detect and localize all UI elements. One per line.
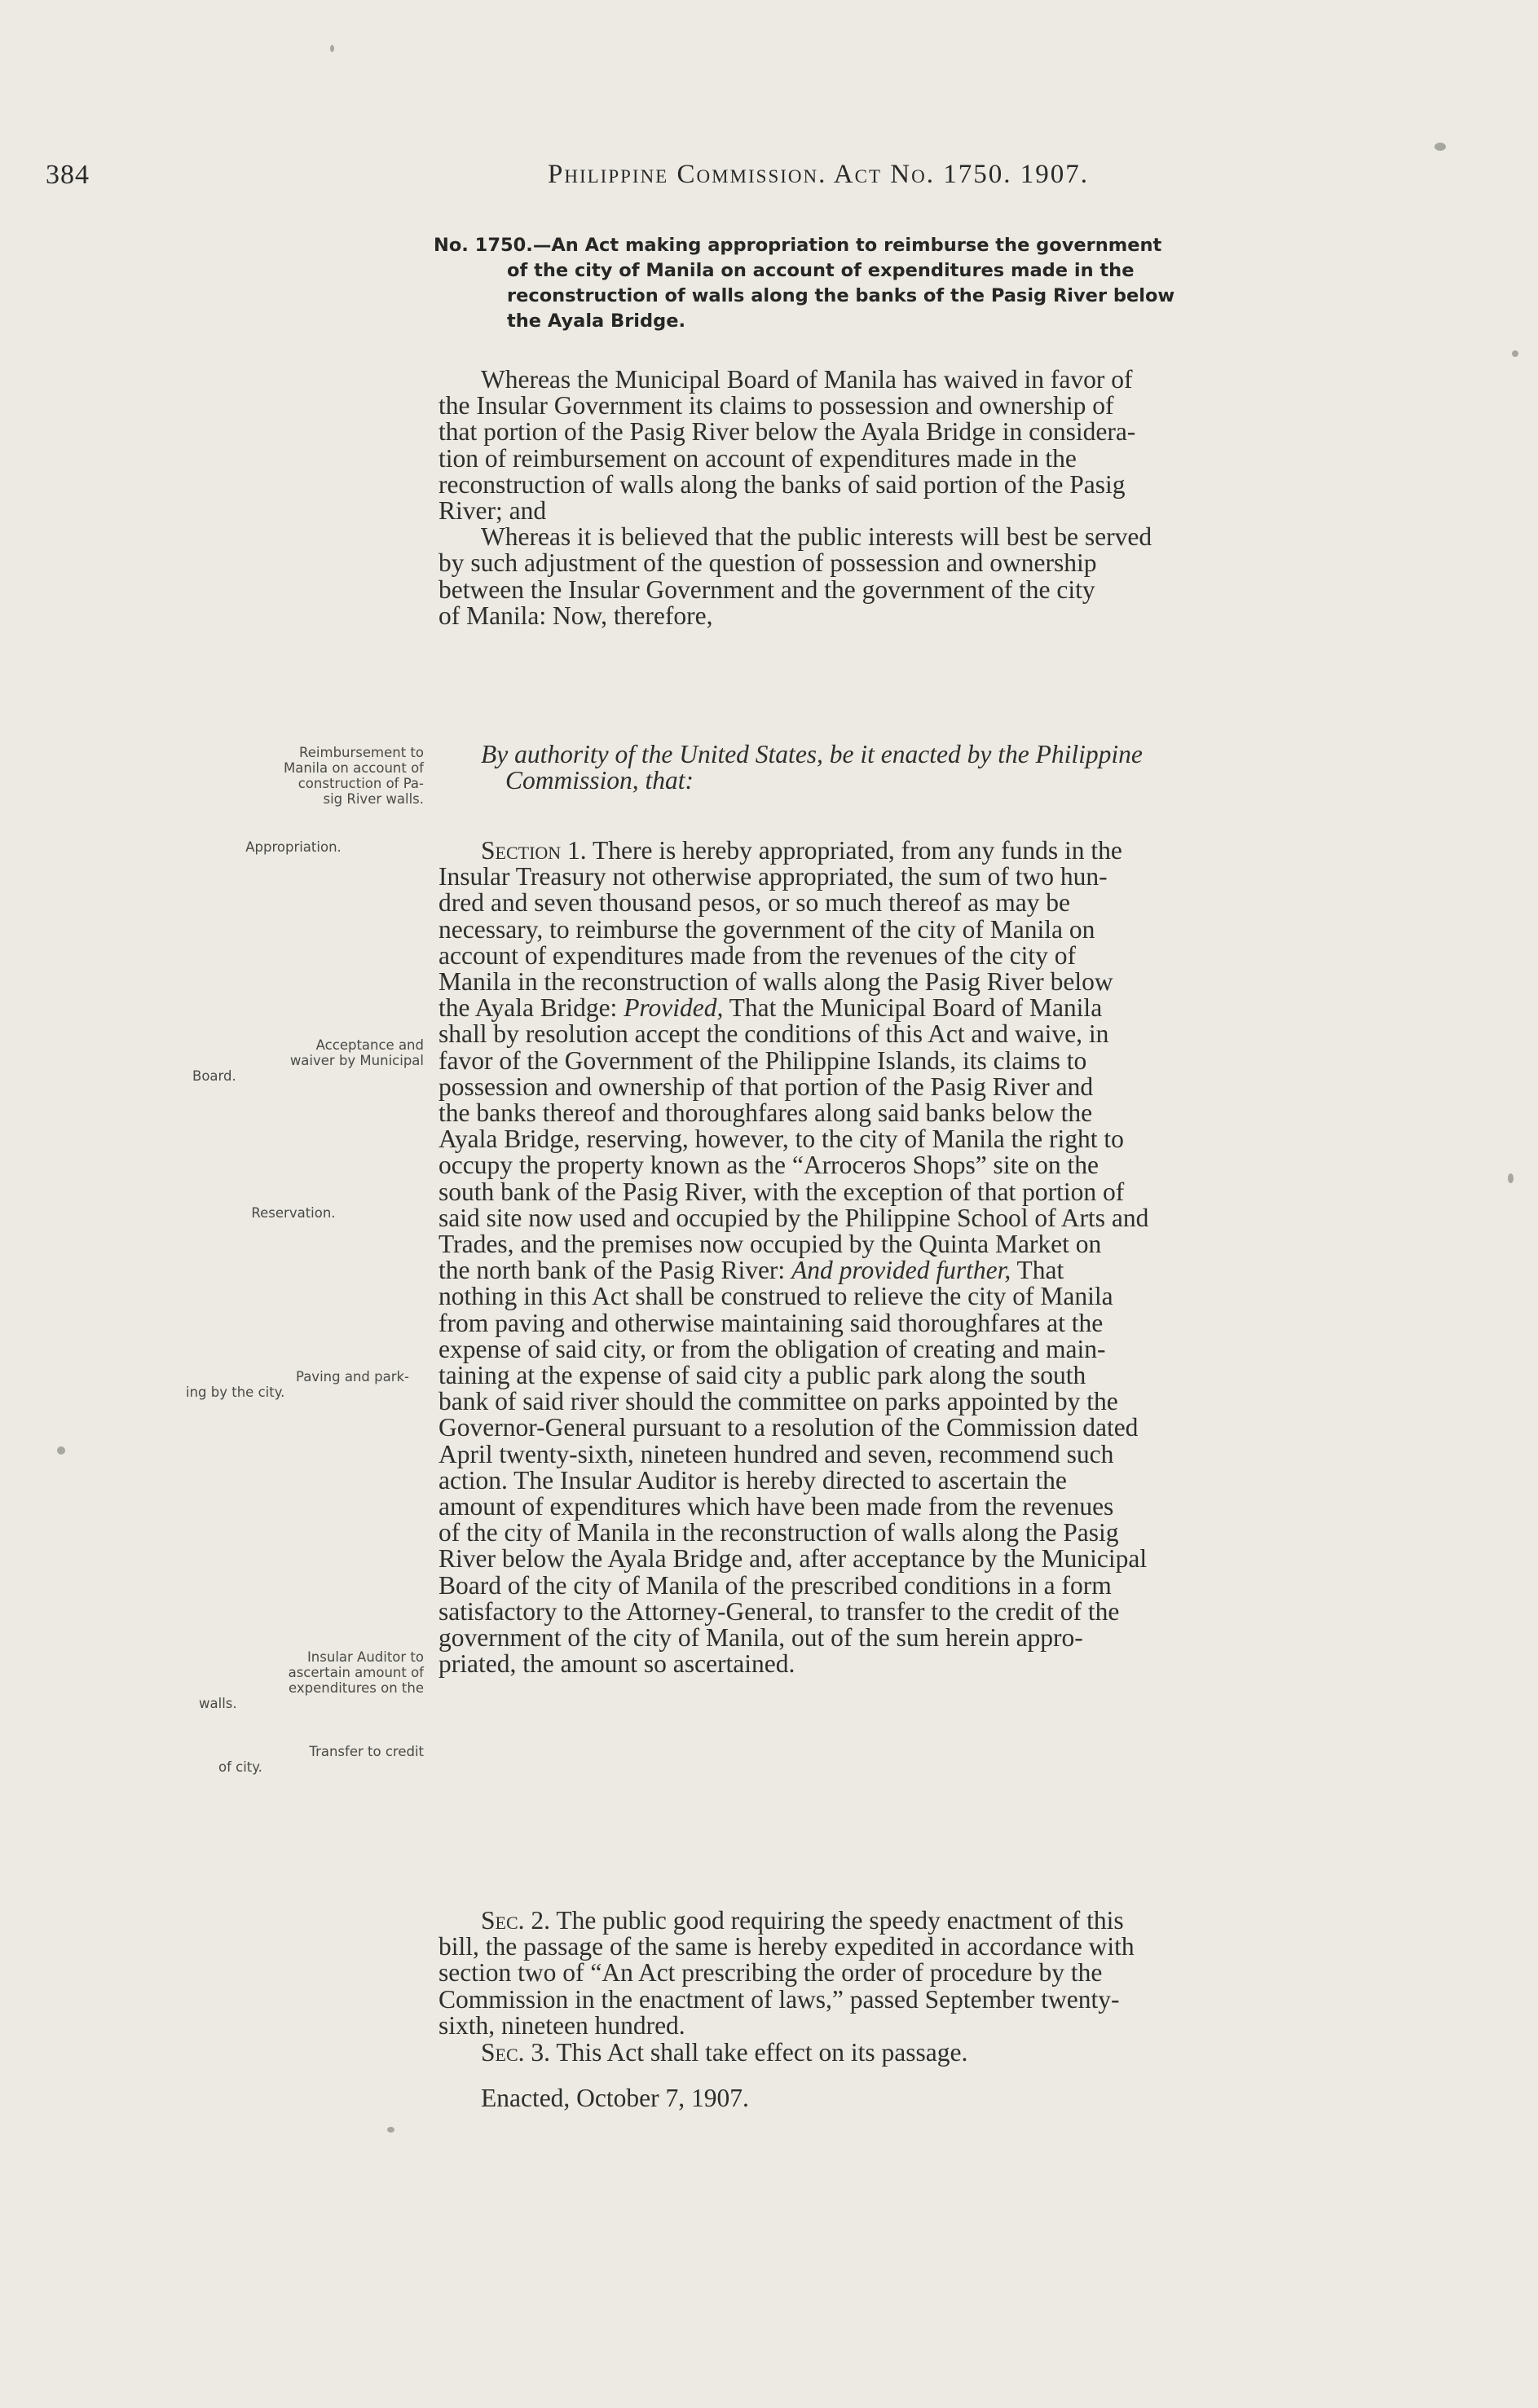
section-1-line	[438, 1257, 1392, 1283]
section-label: Sec.	[481, 1906, 525, 1935]
section-1-line: Board of the city of Manila of the prescribed conditions in a form	[438, 1570, 1112, 1600]
margin-note-line: Reimbursement to	[299, 745, 424, 760]
section-1-line: action. The Insular Auditor is hereby directed to ascertain the	[438, 1465, 1067, 1495]
margin-note-line: sig River walls.	[323, 791, 424, 807]
act-title-line: No. 1750.—An Act making appropriation to reimburse the government	[434, 235, 1162, 256]
enacting-line: By authority of the United States, be it enacted by the Philippine	[481, 740, 1143, 768]
section-1-line: expense of said city, or from the obligation of creating and main-	[438, 1334, 1106, 1363]
paper-speck	[387, 2127, 394, 2133]
section-label: Section	[481, 836, 562, 865]
margin-note-line: Board.	[192, 1068, 236, 1084]
margin-note-acceptance	[178, 1037, 424, 1084]
preamble-line: that portion of the Pasig River below the Ayala Bridge in considera-	[438, 417, 1136, 447]
margin-note-reimbursement	[178, 745, 424, 807]
section-2-line: Commission in the enactment of laws,” passed September twenty-	[438, 1984, 1120, 2014]
paper-speck	[1434, 143, 1446, 151]
margin-note-line: waiver by Municipal	[289, 1053, 424, 1068]
running-head-text: Philippine Commission. Act No. 1750. 1907.	[548, 160, 1089, 189]
section-1-line: the banks thereof and thoroughfares along said banks below the	[438, 1098, 1093, 1128]
section-1-line: shall by resolution accept the conditions of this Act and waive, in	[438, 1019, 1109, 1049]
margin-note-line: Reservation.	[251, 1205, 336, 1221]
section-1-line: amount of expenditures which have been made from the revenues	[438, 1492, 1114, 1521]
margin-note-reservation	[204, 1205, 383, 1221]
section-2-text: 2. The public good requiring the speedy enactment of this	[531, 1906, 1124, 1935]
margin-note-insular-auditor	[178, 1649, 424, 1711]
margin-note-line: Transfer to credit	[309, 1744, 424, 1759]
preamble-line: Whereas it is believed that the public interests will best be served	[481, 522, 1152, 552]
section-1-line: dred and seven thousand pesos, or so much thereof as may be	[438, 888, 1071, 918]
section-1-text: That	[1011, 1256, 1064, 1285]
margin-note-line: of city.	[218, 1759, 262, 1775]
section-1-line: bank of said river should the committee on parks appointed by the	[438, 1387, 1118, 1416]
section-1-line: satisfactory to the Attorney-General, to transfer to the credit of the	[438, 1596, 1120, 1626]
preamble-line: by such adjustment of the question of possession and ownership	[438, 548, 1097, 578]
section-1-line: Insular Treasury not otherwise appropriated, the sum of two hun-	[438, 862, 1108, 891]
section-1-line: Ayala Bridge, reserving, however, to the city of Manila the right to	[438, 1125, 1124, 1154]
margin-note-line: walls.	[199, 1696, 237, 1711]
margin-note-line: construction of Pa-	[297, 776, 424, 791]
preamble-line: tion of reimbursement on account of expenditures made in the	[438, 443, 1077, 473]
page-number: 384	[46, 160, 90, 190]
preamble-line: of Manila: Now, therefore,	[438, 601, 713, 630]
enacted-line: Enacted, October 7, 1907.	[481, 2084, 749, 2112]
section-1-line: of the city of Manila in the reconstruction of walls along the Pasig	[438, 1518, 1119, 1547]
section-1-line: favor of the Government of the Philippine Islands, its claims to	[438, 1046, 1087, 1075]
enacting-clause	[438, 742, 1392, 794]
section-1-line: account of expenditures made from the revenues of the city of	[438, 940, 1076, 970]
section-2-line	[438, 1908, 1392, 1934]
section-1-line: said site now used and occupied by the Philippine School of Arts and	[438, 1203, 1149, 1232]
section-1-line: possession and ownership of that portion of the Pasig River and	[438, 1072, 1094, 1101]
paper-speck	[57, 1446, 65, 1455]
paper-speck	[1508, 1173, 1514, 1183]
preamble-line: Whereas the Municipal Board of Manila has waived in favor of	[481, 365, 1133, 394]
margin-note-paving	[163, 1369, 409, 1400]
act-title	[434, 233, 1395, 334]
section-1-line	[438, 838, 1392, 864]
section-1-line: nothing in this Act shall be construed to relieve the city of Manila	[438, 1282, 1113, 1311]
preamble	[438, 367, 1392, 629]
section-1-line: occupy the property known as the “Arroceros Shops” site on the	[438, 1151, 1100, 1180]
paper-speck	[1512, 350, 1518, 357]
section-2-line: sixth, nineteen hundred.	[438, 2010, 685, 2040]
section-1-text: 1. There is hereby appropriated, from any funds in the	[567, 836, 1122, 865]
preamble-line: River; and	[438, 496, 547, 526]
section-1-text: the north bank of the Pasig River:	[438, 1256, 792, 1285]
act-title-line: the Ayala Bridge.	[507, 310, 686, 332]
margin-note-line: ascertain amount of	[288, 1665, 424, 1680]
section-1-line: from paving and otherwise maintaining said thoroughfares at the	[438, 1308, 1104, 1337]
section-1-text: the Ayala Bridge:	[438, 993, 624, 1023]
paper-speck	[330, 45, 334, 52]
section-label: Sec.	[481, 2038, 525, 2067]
section-2-line: bill, the passage of the same is hereby expedited in accordance with	[438, 1932, 1135, 1961]
margin-note-line: Manila on account of	[283, 760, 424, 776]
proviso-italic: Provided,	[624, 993, 724, 1023]
proviso-italic: And provided further,	[791, 1256, 1011, 1285]
margin-note-transfer	[178, 1744, 424, 1775]
preamble-line: between the Insular Government and the government of the city	[438, 574, 1095, 604]
margin-note-line: ing by the city.	[186, 1384, 285, 1400]
preamble-line: reconstruction of walls along the banks of said portion of the Pasig	[438, 469, 1126, 499]
margin-note-line: expenditures on the	[289, 1680, 424, 1696]
act-title-line: reconstruction of walls along the banks of the Pasig River below	[507, 285, 1175, 306]
margin-note-line: Paving and park-	[295, 1369, 409, 1384]
margin-note-line: Acceptance and	[315, 1037, 424, 1053]
section-1-line	[438, 995, 1392, 1021]
act-title-line: of the city of Manila on account of expenditures made in the	[507, 260, 1135, 281]
section-1-line: Governor-General pursuant to a resolution of the Commission dated	[438, 1413, 1139, 1442]
section-3-line	[438, 2040, 1392, 2066]
section-2-line: section two of “An Act prescribing the order of procedure by the	[438, 1958, 1103, 1988]
section-2	[438, 1908, 1392, 2039]
section-1-line: taining at the expense of said city a public park along the south	[438, 1361, 1086, 1390]
section-3-text: 3. This Act shall take effect on its passage.	[531, 2038, 968, 2067]
margin-note-line: Appropriation.	[245, 839, 342, 855]
section-1-line: Trades, and the premises now occupied by the Quinta Market on	[438, 1230, 1102, 1259]
section-3	[438, 2040, 1392, 2066]
section-1-line: Manila in the reconstruction of walls along the Pasig River below	[438, 967, 1113, 997]
section-1-line: River below the Ayala Bridge and, after acceptance by the Municipal	[438, 1544, 1148, 1574]
section-1-line: government of the city of Manila, out of the sum herein appro-	[438, 1623, 1083, 1653]
margin-note-appropriation	[196, 839, 391, 855]
running-head	[548, 160, 1089, 190]
section-1-line: priated, the amount so ascertained.	[438, 1649, 795, 1679]
preamble-line: the Insular Government its claims to possession and ownership of	[438, 391, 1114, 420]
enacted-date	[438, 2085, 1392, 2111]
section-1-line: south bank of the Pasig River, with the exception of that portion of	[438, 1177, 1125, 1206]
section-1-line: April twenty-sixth, nineteen hundred and seven, recommend such	[438, 1439, 1114, 1468]
section-1-line: necessary, to reimburse the government of the city of Manila on	[438, 914, 1095, 944]
section-1	[438, 838, 1392, 1678]
margin-note-line: Insular Auditor to	[306, 1649, 424, 1665]
section-1-text: That the Municipal Board of Manila	[723, 993, 1103, 1023]
enacting-line: Commission, that:	[505, 766, 694, 795]
